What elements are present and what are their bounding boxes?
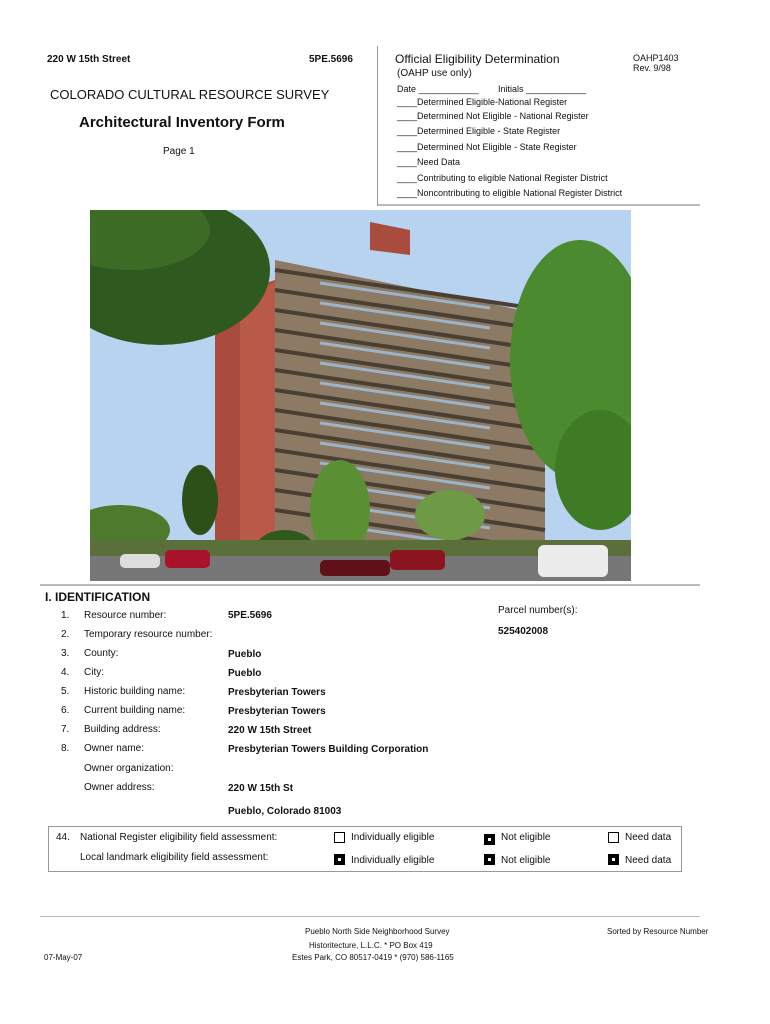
header-divider bbox=[377, 46, 378, 206]
nr-not-eligible-checkbox[interactable] bbox=[484, 834, 495, 845]
row-value: 5PE.5696 bbox=[228, 610, 272, 621]
row-label: County: bbox=[84, 648, 119, 659]
row-num: 2. bbox=[61, 629, 70, 640]
row-value: 220 W 15th Street bbox=[228, 725, 312, 736]
option-label: Need data bbox=[625, 832, 672, 843]
row-num: 7. bbox=[61, 724, 70, 735]
header-rule bbox=[378, 204, 700, 206]
row-label: Owner address: bbox=[84, 782, 155, 793]
oahp-item: ____Contributing to eligible National Register District bbox=[397, 173, 608, 183]
local-need-data-checkbox[interactable] bbox=[608, 854, 619, 865]
footer-survey: Pueblo North Side Neighborhood Survey bbox=[305, 927, 450, 936]
owner-address-line2: Pueblo, Colorado 81003 bbox=[228, 806, 342, 817]
form-title: Architectural Inventory Form bbox=[79, 114, 285, 131]
oahp-subtitle: (OAHP use only) bbox=[397, 68, 472, 79]
oahp-item: ____Noncontributing to eligible National Register District bbox=[397, 188, 623, 198]
footer-firm: Historitecture, L.L.C. * PO Box 419 bbox=[309, 941, 433, 950]
row-num: 1. bbox=[61, 610, 70, 621]
section-heading: I. IDENTIFICATION bbox=[45, 590, 151, 604]
row-label: Current building name: bbox=[84, 705, 186, 716]
row-num: 4. bbox=[61, 667, 70, 678]
oahp-item: ____Determined Not Eligible - National Register bbox=[397, 111, 589, 121]
nr-need-data-checkbox[interactable] bbox=[608, 832, 619, 843]
row-num: 6. bbox=[61, 705, 70, 716]
row-label: Building address: bbox=[84, 724, 161, 735]
row-label: Historic building name: bbox=[84, 686, 186, 697]
assessment-number: 44. bbox=[56, 832, 70, 843]
footer-address: Estes Park, CO 80517-0419 * (970) 586-1165 bbox=[292, 953, 454, 962]
row-num: 5. bbox=[61, 686, 70, 697]
oahp-rev: Rev. 9/98 bbox=[633, 63, 671, 73]
row-label: Resource number: bbox=[84, 610, 167, 621]
local-assessment-label: Local landmark eligibility field assessment: bbox=[80, 852, 269, 863]
page-number: Page 1 bbox=[163, 146, 195, 157]
oahp-title: Official Eligibility Determination bbox=[395, 52, 560, 66]
option-label: Individually eligible bbox=[351, 855, 435, 866]
option-label: Not eligible bbox=[501, 855, 551, 866]
oahp-initials: Initials ____________ bbox=[498, 84, 587, 94]
row-label: City: bbox=[84, 667, 104, 678]
header-street: 220 W 15th Street bbox=[47, 54, 131, 65]
row-value: Presbyterian Towers bbox=[228, 706, 326, 717]
nr-assessment-label: National Register eligibility field assessment: bbox=[80, 832, 278, 843]
oahp-item: ____Determined Eligible-National Register bbox=[397, 97, 568, 107]
row-label: Temporary resource number: bbox=[84, 629, 213, 640]
oahp-item: ____Determined Not Eligible - State Register bbox=[397, 142, 577, 152]
footer-date: 07-May-07 bbox=[44, 953, 83, 962]
local-individually-eligible-checkbox[interactable] bbox=[334, 854, 345, 865]
footer-rule bbox=[40, 916, 700, 917]
row-label: Owner organization: bbox=[84, 763, 174, 774]
row-num: 3. bbox=[61, 648, 70, 659]
row-value: Pueblo bbox=[228, 649, 262, 660]
oahp-item: ____Determined Eligible - State Register bbox=[397, 126, 561, 136]
nr-individually-eligible-checkbox[interactable] bbox=[334, 832, 345, 843]
row-value: Presbyterian Towers bbox=[228, 687, 326, 698]
option-label: Not eligible bbox=[501, 832, 551, 843]
row-label: Owner name: bbox=[84, 743, 145, 754]
header-site-number: 5PE.5696 bbox=[309, 54, 353, 65]
row-value: Pueblo bbox=[228, 668, 262, 679]
row-value: 220 W 15th St bbox=[228, 783, 294, 794]
option-label: Individually eligible bbox=[351, 832, 435, 843]
survey-title: COLORADO CULTURAL RESOURCE SURVEY bbox=[50, 87, 330, 102]
parcel-value: 525402008 bbox=[498, 626, 549, 637]
building-photo bbox=[90, 210, 631, 581]
section-rule bbox=[40, 584, 700, 586]
parcel-label: Parcel number(s): bbox=[498, 605, 578, 616]
row-num: 8. bbox=[61, 743, 70, 754]
footer-sorted: Sorted by Resource Number bbox=[607, 927, 709, 936]
local-not-eligible-checkbox[interactable] bbox=[484, 854, 495, 865]
oahp-date: Date ____________ bbox=[397, 84, 479, 94]
oahp-item: ____Need Data bbox=[397, 157, 461, 167]
row-value: Presbyterian Towers Building Corporation bbox=[228, 744, 429, 755]
option-label: Need data bbox=[625, 855, 672, 866]
oahp-form-code: OAHP1403 bbox=[633, 53, 679, 63]
